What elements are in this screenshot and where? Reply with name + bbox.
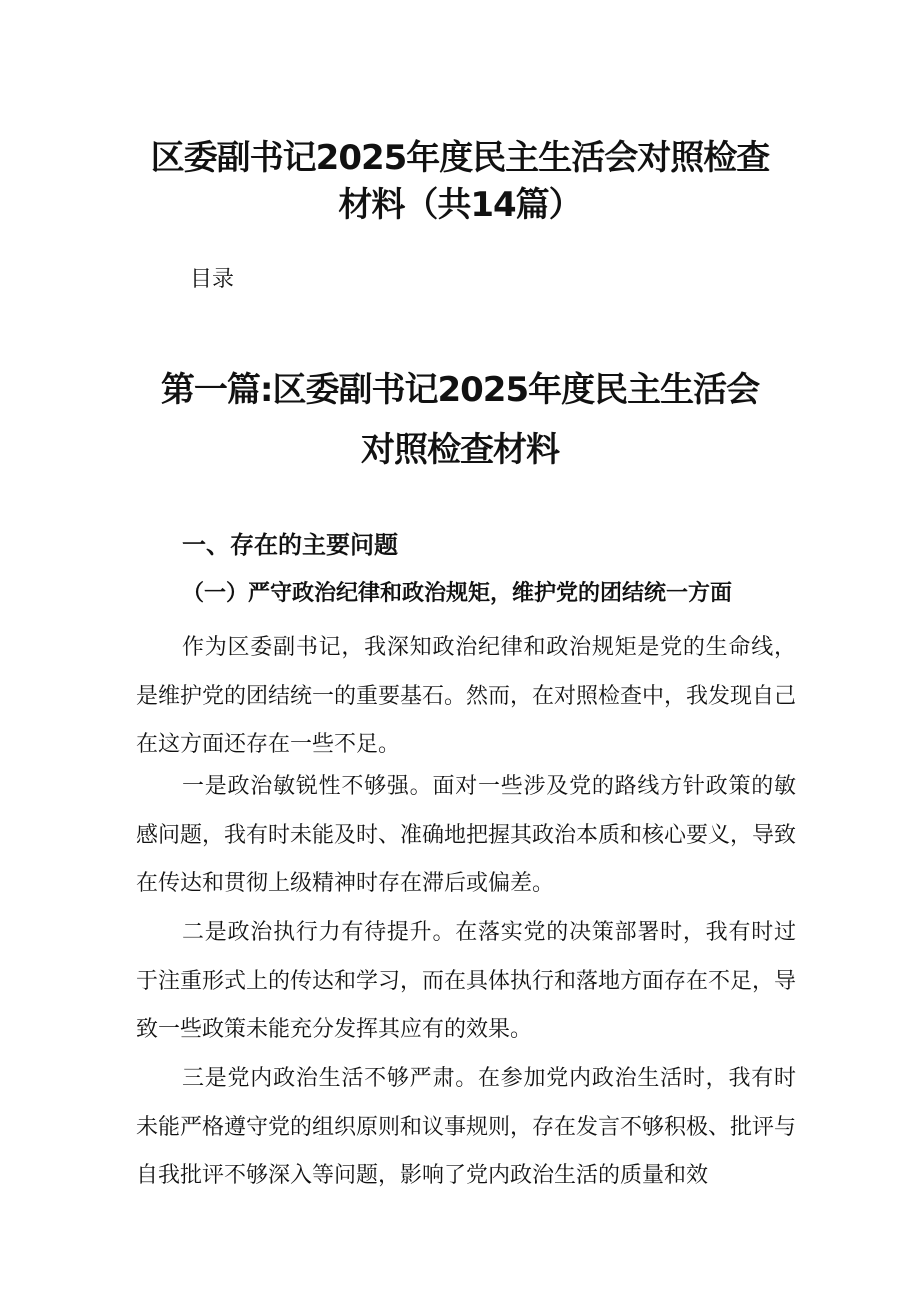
paragraph: 一是政治敏锐性不够强。面对一些涉及党的路线方针政策的敏感问题，我有时未能及时、准确地把握其政治本质和核心要义，导致在传达和贯彻上级精神时存在滞后或偏差。 xyxy=(136,774,797,896)
document-title-line-2: 材料（共14篇） xyxy=(338,185,582,225)
document-title-line-1: 区委副书记2025年度民主生活会对照检查 xyxy=(150,138,770,178)
heading-level-1: 一、存在的主要问题 xyxy=(182,531,398,559)
section-title-line-2: 对照检查材料 xyxy=(361,430,559,470)
section-title-line-1: 第一篇:区委副书记2025年度民主生活会 xyxy=(160,370,760,410)
paragraph: 二是政治执行力有待提升。在落实党的决策部署时，我有时过于注重形式上的传达和学习，而在具体执行和落地方面存在不足，导致一些政策未能充分发挥其应有的效果。 xyxy=(136,920,797,1042)
paragraph: 作为区委副书记，我深知政治纪律和政治规矩是党的生命线，是维护党的团结统一的重要基石。然而，在对照检查中，我发现自己在这方面还存在一些不足。 xyxy=(136,635,797,757)
paragraph: 三是党内政治生活不够严肃。在参加党内政治生活时，我有时未能严格遵守党的组织原则和议事规则，存在发言不够积极、批评与自我批评不够深入等问题，影响了党内政治生活的质量和效 xyxy=(136,1066,797,1188)
toc-label: 目录 xyxy=(190,267,235,292)
heading-level-2: （一）严守政治纪律和政治规矩，维护党的团结统一方面 xyxy=(182,580,733,606)
